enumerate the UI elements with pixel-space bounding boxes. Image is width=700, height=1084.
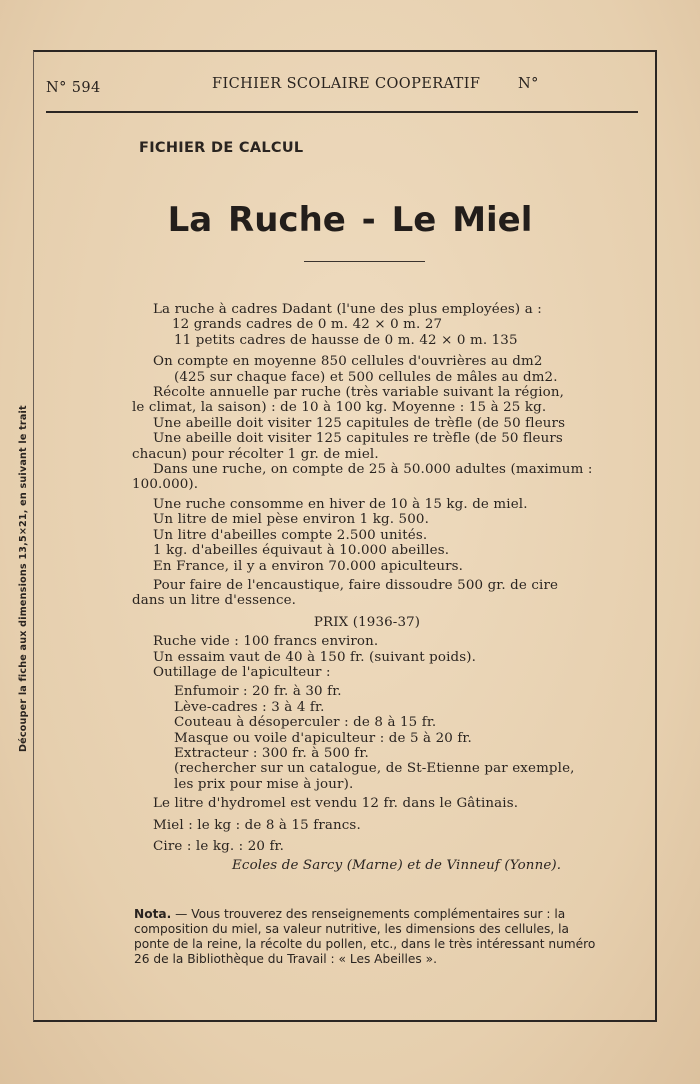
body-line: Un litre de miel pèse environ 1 kg. 500. [153,512,429,528]
body-line: dans un litre d'essence. [132,593,297,609]
body-line: En France, il y a environ 70.000 apiculteurs. [153,558,464,574]
prix-heading: PRIX (1936-37) [313,614,421,630]
header-rule [46,111,638,113]
body-line: 11 petits cadres de hausse de 0 m. 42 × 0 m. 135 [174,332,518,348]
body-line: Une abeille doit visiter 125 capitules de trèfle (de 50 fleurs [153,415,566,431]
subheading: FICHIER DE CALCUL [139,140,304,156]
body-line: 12 grands cadres de 0 m. 42 × 0 m. 27 [172,317,443,333]
collection-title: FICHIER SCOLAIRE COOPERATIF [212,76,481,92]
body-line: Cire : le kg. : 20 fr. [153,839,285,854]
body-line: Lève-cadres : 3 à 4 fr. [174,699,325,715]
cutting-instruction: Découper la fiche aux dimensions 13,5×21, en suivant le trait [18,405,29,752]
body-line: Récolte annuelle par ruche (très variable suivant la région, [153,385,565,401]
body-line: (425 sur chaque face) et 500 cellules de mâles au dm2. [174,369,558,385]
signature-line: Ecoles de Sarcy (Marne) et de Vinneuf (Yonne). [232,858,562,874]
body-line: 100.000). [132,477,199,493]
body-line: Couteau à désoperculer : de 8 à 15 fr. [174,715,437,731]
body-line: Un essaim vaut de 40 à 150 fr. (suivant poids). [153,649,477,665]
title-rule [304,261,425,262]
body-line: 1 kg. d'abeilles équivaut à 10.000 abeilles. [153,543,450,559]
nota-label: Nota. [134,907,172,921]
body-text [132,302,602,874]
body-line: Dans une ruche, on compte de 25 à 50.000 adultes (maximum : [153,462,593,478]
body-line: Le litre d'hydromel est vendu 12 fr. dans le Gâtinais. [153,796,519,812]
body-line: On compte en moyenne 850 cellules d'ouvrières au dm2 [153,354,543,370]
body-line: Extracteur : 300 fr. à 500 fr. [174,745,369,761]
body-line: les prix pour mise à jour). [174,776,354,792]
body-line: Outillage de l'apiculteur : [153,664,331,680]
body-line: Une abeille doit visiter 125 capitules re trèfle (de 50 fleurs [153,431,563,447]
page-title: La Ruche - Le Miel [167,200,533,240]
body-line: le climat, la saison) : de 10 à 100 kg. Moyenne : 15 à 25 kg. [132,400,547,416]
nota-text: — Vous trouverez des renseignements complémentaires sur : la composition du miel, sa valeur nutritive, les dimensions des cellules, la ponte de la reine, la récolte du pollen, etc., dans le très intéressant numéro 26 de la Bibliothèque du Travail : « Les Abeilles ». [134,907,596,966]
header [46,76,636,100]
body-line: La ruche à cadres Dadant (l'une des plus employées) a : [153,302,542,317]
body-line: Pour faire de l'encaustique, faire dissoudre 500 gr. de cire [153,577,559,593]
body-line: Un litre d'abeilles compte 2.500 unités. [153,527,428,543]
card-number: N° 594 [46,80,101,96]
body-line: chacun) pour récolter 1 gr. de miel. [132,446,379,462]
body-line: Miel : le kg : de 8 à 15 francs. [153,817,361,833]
body-line: Masque ou voile d'apiculteur : de 5 à 20 fr. [174,730,472,746]
body-line: Enfumoir : 20 fr. à 30 fr. [174,684,342,700]
nota-paragraph [134,907,604,967]
card-number-blank: N° [518,76,539,92]
body-line: Ruche vide : 100 francs environ. [153,634,379,650]
body-line: (rechercher sur un catalogue, de St-Etienne par exemple, [174,761,575,777]
body-line: Une ruche consomme en hiver de 10 à 15 kg. de miel. [153,496,528,512]
